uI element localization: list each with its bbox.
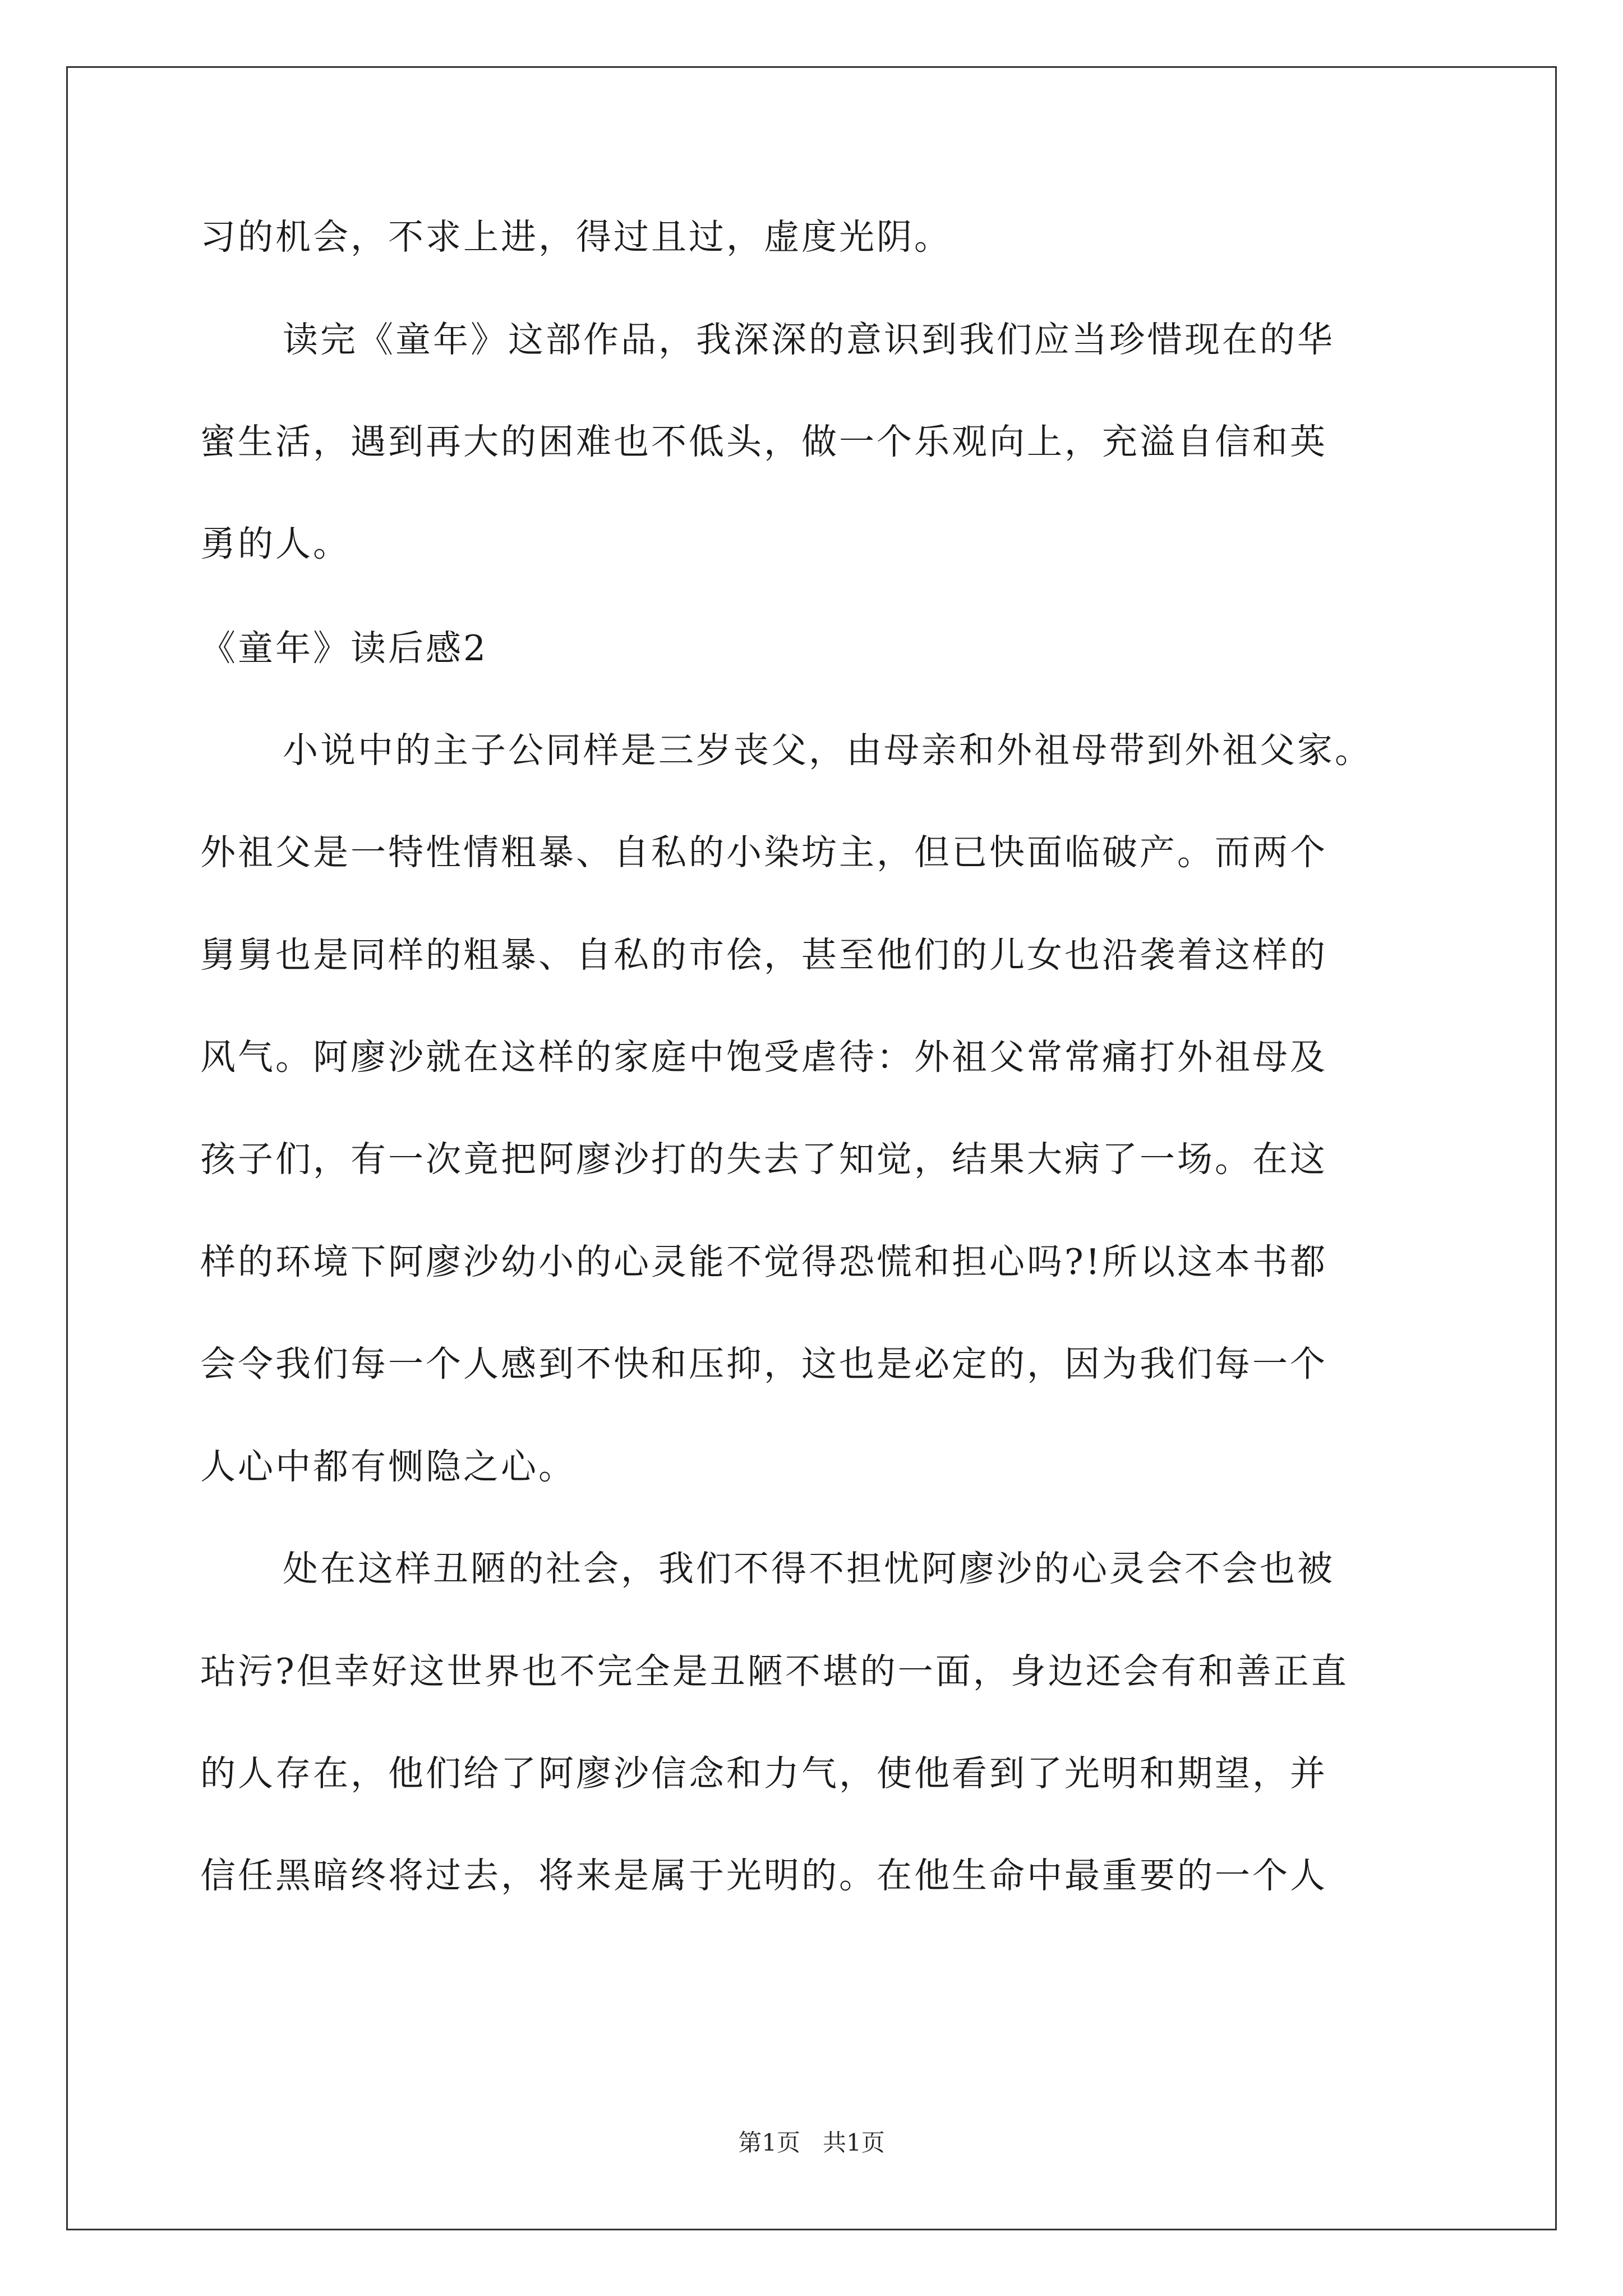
page-total: 共1页 (823, 2129, 885, 2156)
text-line: 样的环境下阿廖沙幼小的心灵能不觉得恐慌和担心吗?!所以这本书都 (200, 1241, 1328, 1282)
section-heading: 《童年》读后感2 (200, 628, 488, 669)
page-footer (0, 2127, 1623, 2159)
text-line: 的人存在，他们给了阿廖沙信念和力气，使他看到了光明和期望，并 (200, 1753, 1327, 1794)
text-line: 会令我们每一个人感到不快和压抑，这也是必定的，因为我们每一个 (200, 1343, 1327, 1384)
text-line: 舅舅也是同样的粗暴、自私的市侩，甚至他们的儿女也沿袭着这样的 (200, 935, 1327, 976)
text-line: 风气。阿廖沙就在这样的家庭中饱受虐待：外祖父常常痛打外祖母及 (200, 1037, 1327, 1078)
text-line: 蜜生活，遇到再大的困难也不低头，做一个乐观向上，充溢自信和英 (200, 421, 1327, 462)
text-line: 信任黑暗终将过去，将来是属于光明的。在他生命中最重要的一个人 (200, 1855, 1327, 1896)
text-line: 外祖父是一特性情粗暴、自私的小染坊主，但已快面临破产。而两个 (200, 832, 1327, 873)
paragraph-start: 读完《童年》这部作品，我深深的意识到我们应当珍惜现在的华 (283, 319, 1335, 360)
paragraph-start: 处在这样丑陋的社会，我们不得不担忧阿廖沙的心灵会不会也被 (283, 1548, 1335, 1589)
text-line: 人心中都有恻隐之心。 (200, 1446, 576, 1487)
text-line: 勇的人。 (200, 523, 351, 564)
page-number: 第1页 (738, 2129, 800, 2156)
text-line: 玷污?但幸好这世界也不完全是丑陋不堪的一面，身边还会有和善正直 (200, 1651, 1349, 1692)
text-line: 习的机会，不求上进，得过且过，虚度光阴。 (200, 217, 952, 257)
paragraph-start: 小说中的主子公同样是三岁丧父，由母亲和外祖母带到外祖父家。 (283, 730, 1372, 771)
text-line: 孩子们，有一次竟把阿廖沙打的失去了知觉，结果大病了一场。在这 (200, 1139, 1327, 1180)
